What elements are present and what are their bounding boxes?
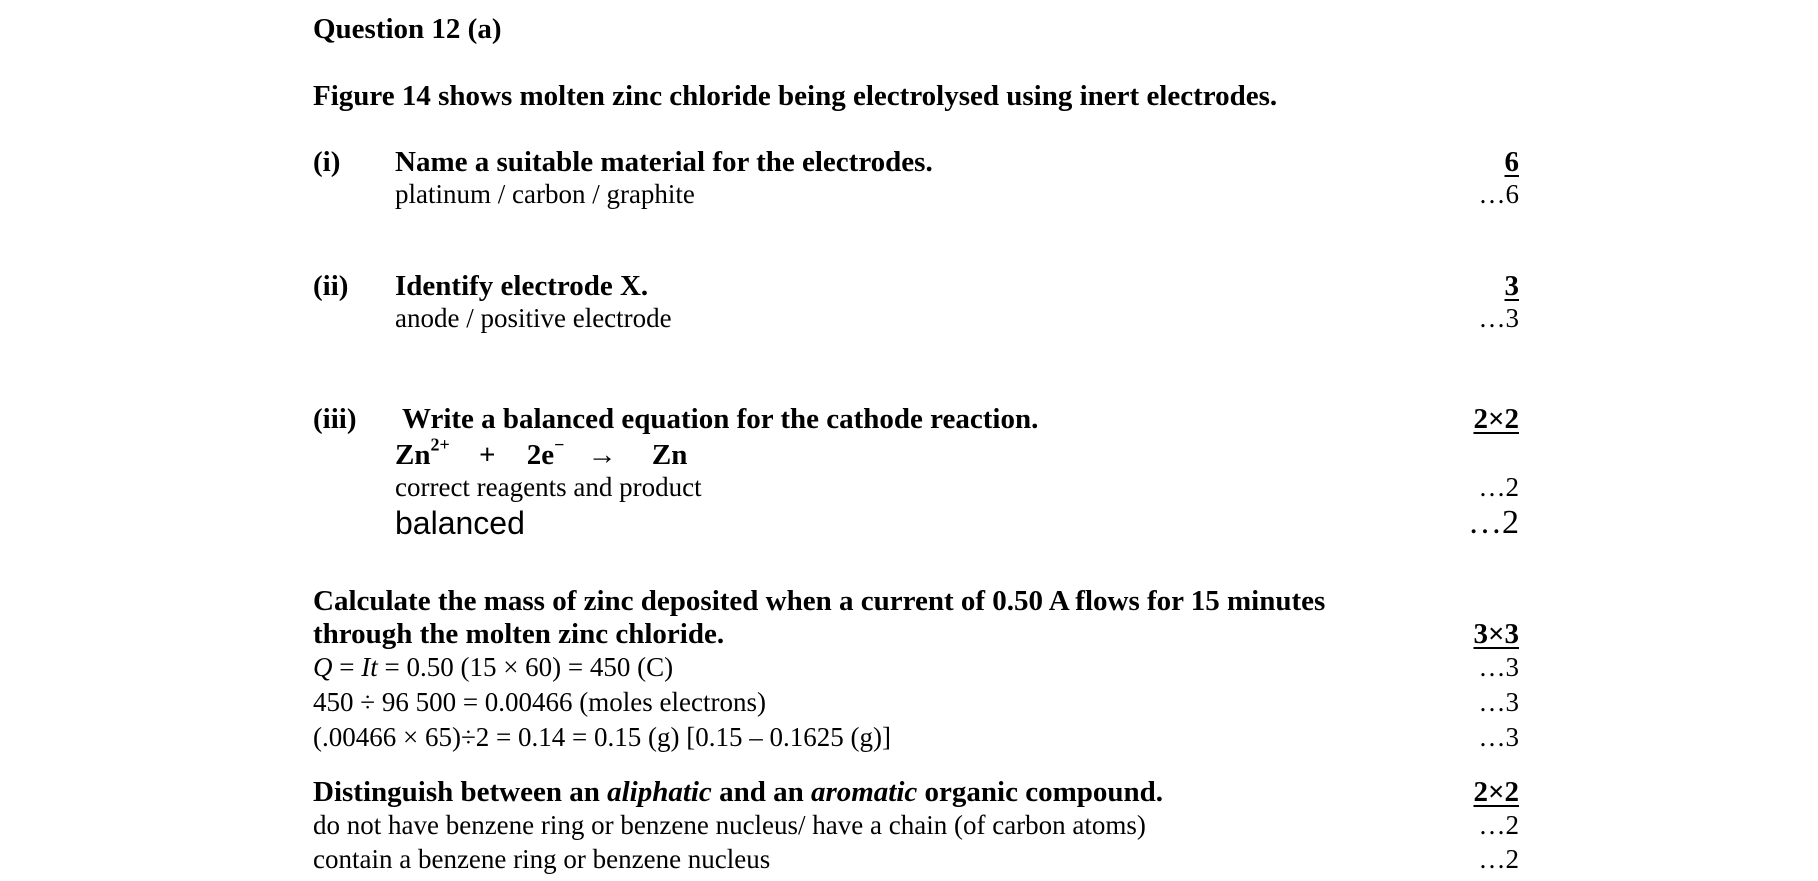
equation-reactant-zn [395,434,450,471]
part-i-answer-mark: …6 [1478,179,1519,209]
cathode-equation [395,434,688,471]
part-ii-question: Identify electrode X. [395,270,649,302]
calc-step-1-it: It [361,652,378,682]
distinguish-q-part3: organic compound. [917,776,1164,808]
equation-electrons-symbol: 2e [526,439,555,471]
equation-product-zn: Zn [651,439,688,471]
part-i-label: (i) [313,146,341,178]
calc-question-line1: Calculate the mass of zinc deposited when a current of 0.50 A flows for 15 minutes [313,585,1326,617]
distinguish-answer-1: do not have benzene ring or benzene nucleus/ have a chain (of carbon atoms) [313,810,1146,840]
distinguish-q-aromatic: aromatic [810,776,918,808]
part-ii-total-mark: 3 [1504,270,1519,302]
calc-step-2-mark: …3 [1478,687,1519,717]
equation-reactant-electrons [526,434,565,471]
equation-electron-charge: − [554,434,565,455]
question-title: Question 12 (a) [313,13,502,45]
calc-step-3-mark: …3 [1478,722,1519,752]
part-iii-question: Write a balanced equation for the cathode reaction. [402,403,1039,435]
calc-step-1 [313,654,673,681]
part-i-answer: platinum / carbon / graphite [395,179,695,209]
calc-step-2: 450 ÷ 96 500 = 0.00466 (moles electrons) [313,687,766,717]
equation-zn-charge: 2+ [430,434,450,455]
part-i-question: Name a suitable material for the electrodes. [395,146,933,178]
calc-step-1-rest: = 0.50 (15 × 60) = 450 (C) [377,652,674,682]
distinguish-q-part1: Distinguish between an [313,776,608,808]
distinguish-total-mark: 2×2 [1473,776,1519,808]
distinguish-question [313,778,1163,807]
criterion-reagents: correct reagents and product [395,472,702,502]
question-intro: Figure 14 shows molten zinc chloride being electrolysed using inert electrodes. [313,80,1278,112]
calc-step-3: (.00466 × 65)÷2 = 0.14 = 0.15 (g) [0.15 – 0.1625 (g)] [313,722,891,752]
distinguish-q-part2: and an [711,776,811,808]
calc-question-line2: through the molten zinc chloride. [313,618,725,650]
criterion-reagents-mark: …2 [1478,472,1519,502]
calc-step-1-equals: = [332,652,362,682]
calc-step-1-mark: …3 [1478,652,1519,682]
part-i-total-mark: 6 [1504,146,1519,178]
part-ii-answer: anode / positive electrode [395,303,672,333]
part-iii-total-mark: 2×2 [1473,403,1519,435]
equation-zn-symbol: Zn [395,439,431,471]
distinguish-answer-2-mark: …2 [1478,844,1519,874]
part-ii-answer-mark: …3 [1478,303,1519,333]
equation-arrow: → [587,439,617,471]
calc-step-1-q: Q [313,652,333,682]
equation-plus: + [478,439,496,471]
distinguish-answer-1-mark: …2 [1478,810,1519,840]
criterion-balanced: balanced [395,505,525,541]
calc-total-mark: 3×3 [1473,618,1519,650]
distinguish-answer-2: contain a benzene ring or benzene nucleus [313,844,771,874]
part-iii-label: (iii) [313,403,357,435]
distinguish-q-aliphatic: aliphatic [607,776,712,808]
criterion-balanced-mark: …2 [1468,504,1519,541]
part-ii-label: (ii) [313,270,349,302]
